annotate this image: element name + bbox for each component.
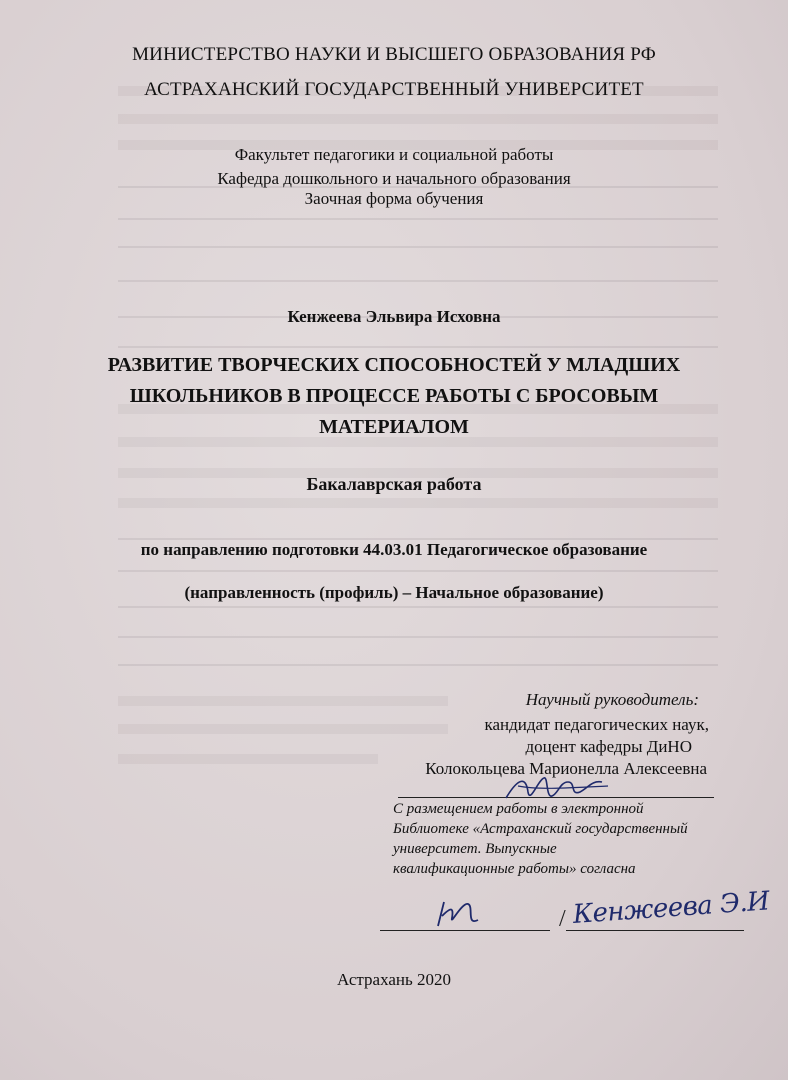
faculty-name: Факультет педагогики и социальной работы (234, 145, 554, 164)
consent-line-1: С размещением работы в электронной (393, 801, 644, 817)
supervisor-position: доцент кафедры ДиНО (525, 737, 692, 756)
student-handwritten-name: Кенжеева Э.И (571, 886, 771, 930)
consent-line-3: университет. Выпускные (393, 841, 557, 857)
ministry-heading: МИНИСТЕРСТВО НАУКИ И ВЫСШЕГО ОБРАЗОВАНИЯ РФ (132, 44, 656, 65)
supervisor-label: Научный руководитель: (525, 690, 699, 709)
library-consent-note (393, 799, 688, 879)
consent-line-2: Библиотеке «Астраханский государственный (393, 821, 688, 837)
thesis-title-line-2: ШКОЛЬНИКОВ В ПРОЦЕССЕ РАБОТЫ С БРОСОВЫМ (129, 385, 659, 407)
student-name-line (566, 930, 744, 931)
thesis-title-line-1: РАЗВИТИЕ ТВОРЧЕСКИХ СПОСОБНОСТЕЙ У МЛАДШИХ (107, 354, 681, 376)
student-signature (428, 896, 498, 932)
study-form: Заочная форма обучения (304, 189, 484, 208)
department-name: Кафедра дошкольного и начального образования (217, 169, 571, 188)
study-profile: (направленность (профиль) – Начальное образование) (184, 583, 604, 602)
work-type: Бакалаврская работа (306, 474, 482, 494)
city-year: Астрахань 2020 (336, 970, 451, 989)
supervisor-degree: кандидат педагогических наук, (484, 715, 709, 734)
consent-line-4: квалификационные работы» согласна (393, 861, 636, 877)
supervisor-name: Колокольцева Марионелла Алексеевна (425, 759, 707, 778)
university-heading: АСТРАХАНСКИЙ ГОСУДАРСТВЕННЫЙ УНИВЕРСИТЕТ (144, 79, 644, 100)
thesis-title-line-3: МАТЕРИАЛОМ (319, 416, 469, 438)
signature-separator: / (559, 906, 566, 932)
author-name: Кенжеева Эльвира Исховна (287, 307, 501, 326)
study-direction: по направлению подготовки 44.03.01 Педагогическое образование (140, 540, 648, 559)
